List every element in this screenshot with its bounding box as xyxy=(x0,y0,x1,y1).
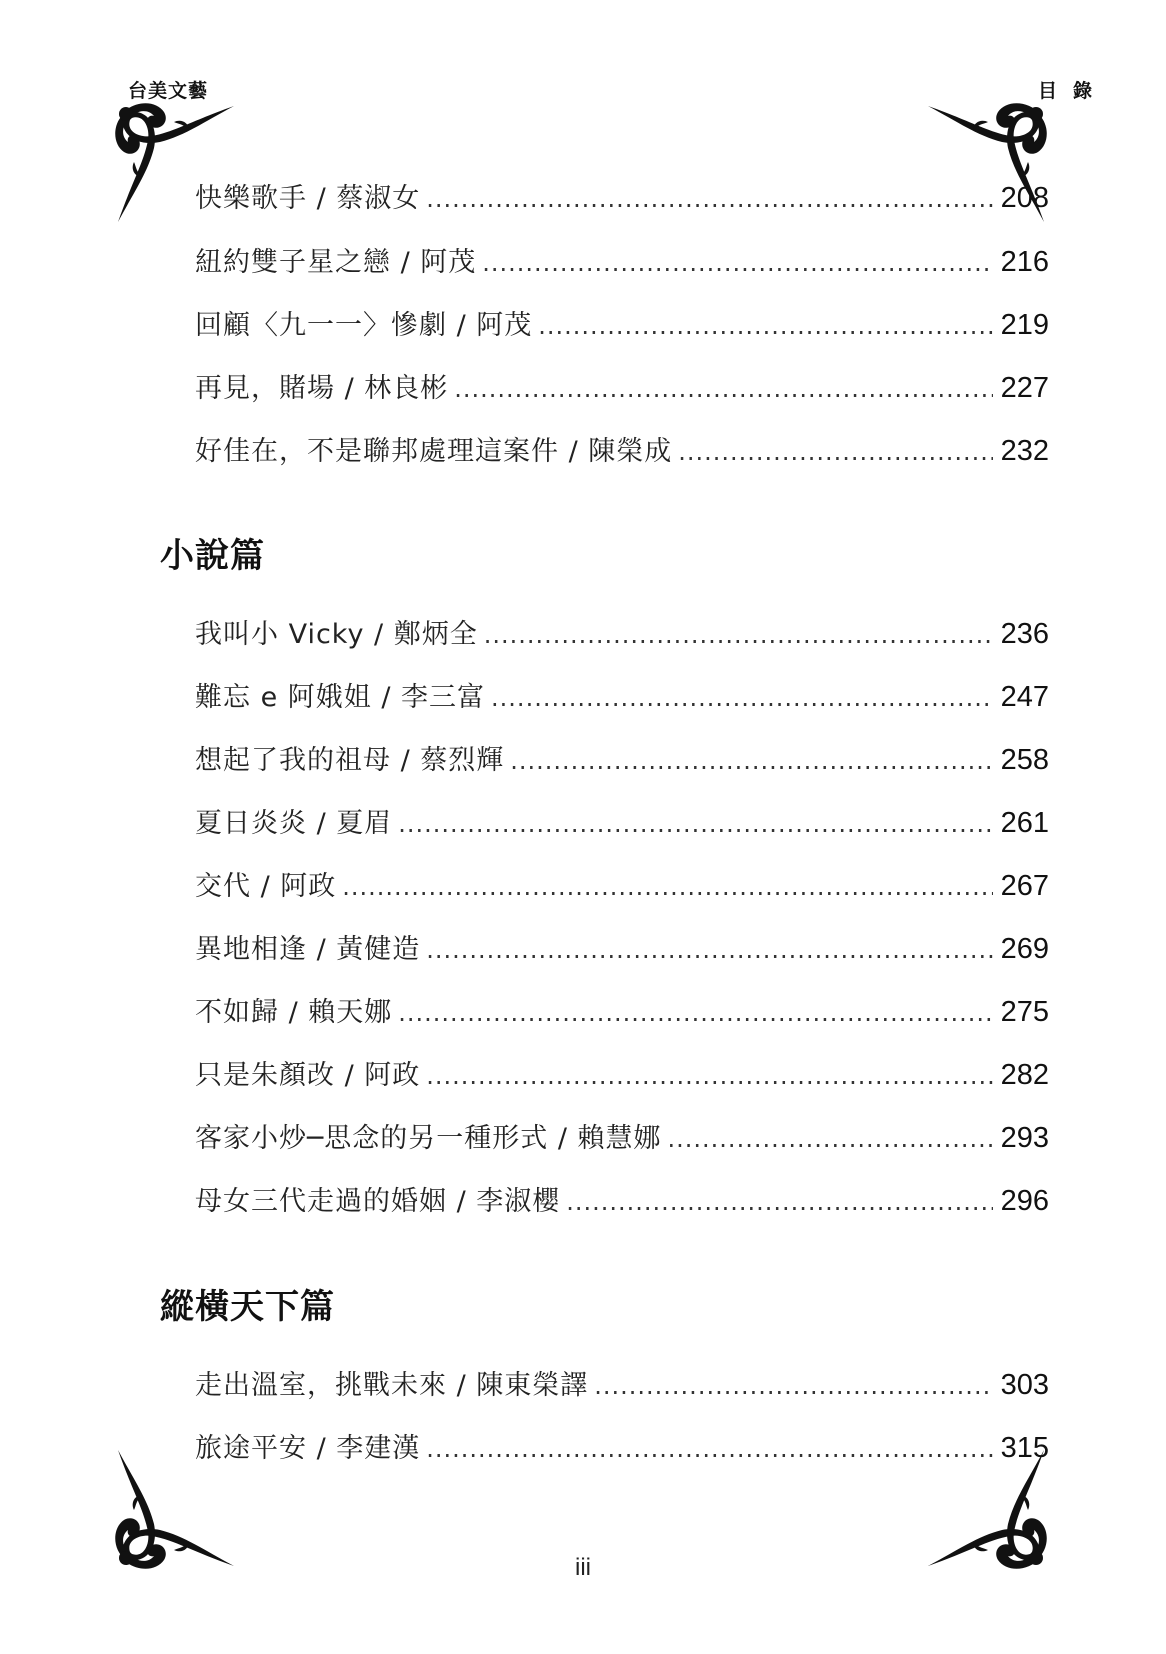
toc-entry-page: 282 xyxy=(1000,1059,1049,1091)
toc-entry[interactable] xyxy=(195,801,1049,841)
dot-leader xyxy=(426,185,992,213)
toc-entry-page: 219 xyxy=(1000,309,1049,341)
toc-entry-title: 交代 / 阿政 xyxy=(195,871,337,902)
toc-entry-title: 再見，賭場 / 林良彬 xyxy=(195,373,449,404)
toc-entry-title: 快樂歌手 / 蔡淑女 xyxy=(195,183,421,214)
toc-entry-page: 232 xyxy=(1000,435,1049,467)
toc-entry-page: 216 xyxy=(1000,246,1049,278)
dot-leader xyxy=(668,1125,993,1153)
toc-entry-title: 客家小炒─思念的另一種形式 / 賴慧娜 xyxy=(195,1123,662,1154)
toc-entry-title: 旅途平安 / 李建漢 xyxy=(195,1433,421,1464)
toc-entry[interactable] xyxy=(195,303,1049,343)
book-title-header: 台美文藝 xyxy=(128,80,209,102)
toc-entry[interactable] xyxy=(195,1179,1049,1219)
toc-entry[interactable] xyxy=(195,366,1049,406)
toc-entry[interactable] xyxy=(195,1116,1049,1156)
toc-entry[interactable] xyxy=(195,1053,1049,1093)
toc-entry-title: 回顧〈九一一〉慘劇 / 阿茂 xyxy=(195,310,533,341)
dot-leader xyxy=(482,249,992,277)
toc-entry-page: 303 xyxy=(1000,1369,1049,1401)
toc-entry-title: 母女三代走過的婚姻 / 李淑櫻 xyxy=(195,1186,561,1217)
corner-ornament-icon xyxy=(908,92,1058,242)
dot-leader xyxy=(538,312,992,340)
toc-entry-page: 208 xyxy=(1000,182,1049,214)
toc-entry[interactable] xyxy=(195,429,1049,469)
toc-entry-title: 不如歸 / 賴天娜 xyxy=(195,997,393,1028)
toc-entry[interactable] xyxy=(195,1363,1049,1403)
toc-entry-title: 走出溫室，挑戰未來 / 陳東榮譯 xyxy=(195,1370,589,1401)
toc-entry-page: 315 xyxy=(1000,1432,1049,1464)
toc-entry[interactable] xyxy=(195,240,1049,280)
dot-leader xyxy=(454,375,992,403)
toc-entry[interactable] xyxy=(195,612,1049,652)
dot-leader xyxy=(426,1435,992,1463)
dot-leader xyxy=(342,873,992,901)
toc-entry-title: 我叫小 Vicky / 鄭炳全 xyxy=(195,619,478,650)
toc-entry-title: 異地相逢 / 黃健造 xyxy=(195,934,421,965)
dot-leader xyxy=(484,621,993,649)
toc-entry-page: 296 xyxy=(1000,1185,1049,1217)
toc-entry-page: 293 xyxy=(1000,1122,1049,1154)
toc-entry[interactable] xyxy=(195,1426,1049,1466)
toc-entry-page: 269 xyxy=(1000,933,1049,965)
dot-leader xyxy=(491,684,993,712)
toc-entry-title: 好佳在，不是聯邦處理這案件 / 陳榮成 xyxy=(195,436,673,467)
toc-entry[interactable] xyxy=(195,990,1049,1030)
dot-leader xyxy=(678,438,992,466)
dot-leader xyxy=(398,810,992,838)
toc-entry-title: 紐約雙子星之戀 / 阿茂 xyxy=(195,247,477,278)
toc-entry[interactable] xyxy=(195,738,1049,778)
toc-entry-page: 261 xyxy=(1000,807,1049,839)
toc-entry-page: 267 xyxy=(1000,870,1049,902)
contents-header: 目錄 xyxy=(1037,80,1108,102)
dot-leader xyxy=(566,1188,992,1216)
toc-entry-page: 275 xyxy=(1000,996,1049,1028)
page-number: iii xyxy=(575,1554,591,1581)
dot-leader xyxy=(426,936,992,964)
corner-ornament-icon xyxy=(104,92,254,242)
toc-entry-page: 258 xyxy=(1000,744,1049,776)
section-heading: 小說篇 xyxy=(160,536,265,576)
dot-leader xyxy=(594,1372,992,1400)
toc-entry[interactable] xyxy=(195,675,1049,715)
toc-entry-page: 247 xyxy=(1000,681,1049,713)
toc-entry-title: 夏日炎炎 / 夏眉 xyxy=(195,808,393,839)
toc-entry-page: 236 xyxy=(1000,618,1049,650)
toc-entry-title: 難忘 e 阿娥姐 / 李三富 xyxy=(195,682,486,713)
toc-entry-title: 想起了我的祖母 / 蔡烈輝 xyxy=(195,745,505,776)
toc-entry-title: 只是朱顏改 / 阿政 xyxy=(195,1060,421,1091)
toc-entry[interactable] xyxy=(195,864,1049,904)
dot-leader xyxy=(398,999,992,1027)
dot-leader xyxy=(510,747,992,775)
dot-leader xyxy=(426,1062,992,1090)
toc-entry[interactable] xyxy=(195,927,1049,967)
toc-entry-page: 227 xyxy=(1000,372,1049,404)
section-heading: 縱橫天下篇 xyxy=(160,1287,335,1327)
toc-entry[interactable] xyxy=(195,176,1049,216)
